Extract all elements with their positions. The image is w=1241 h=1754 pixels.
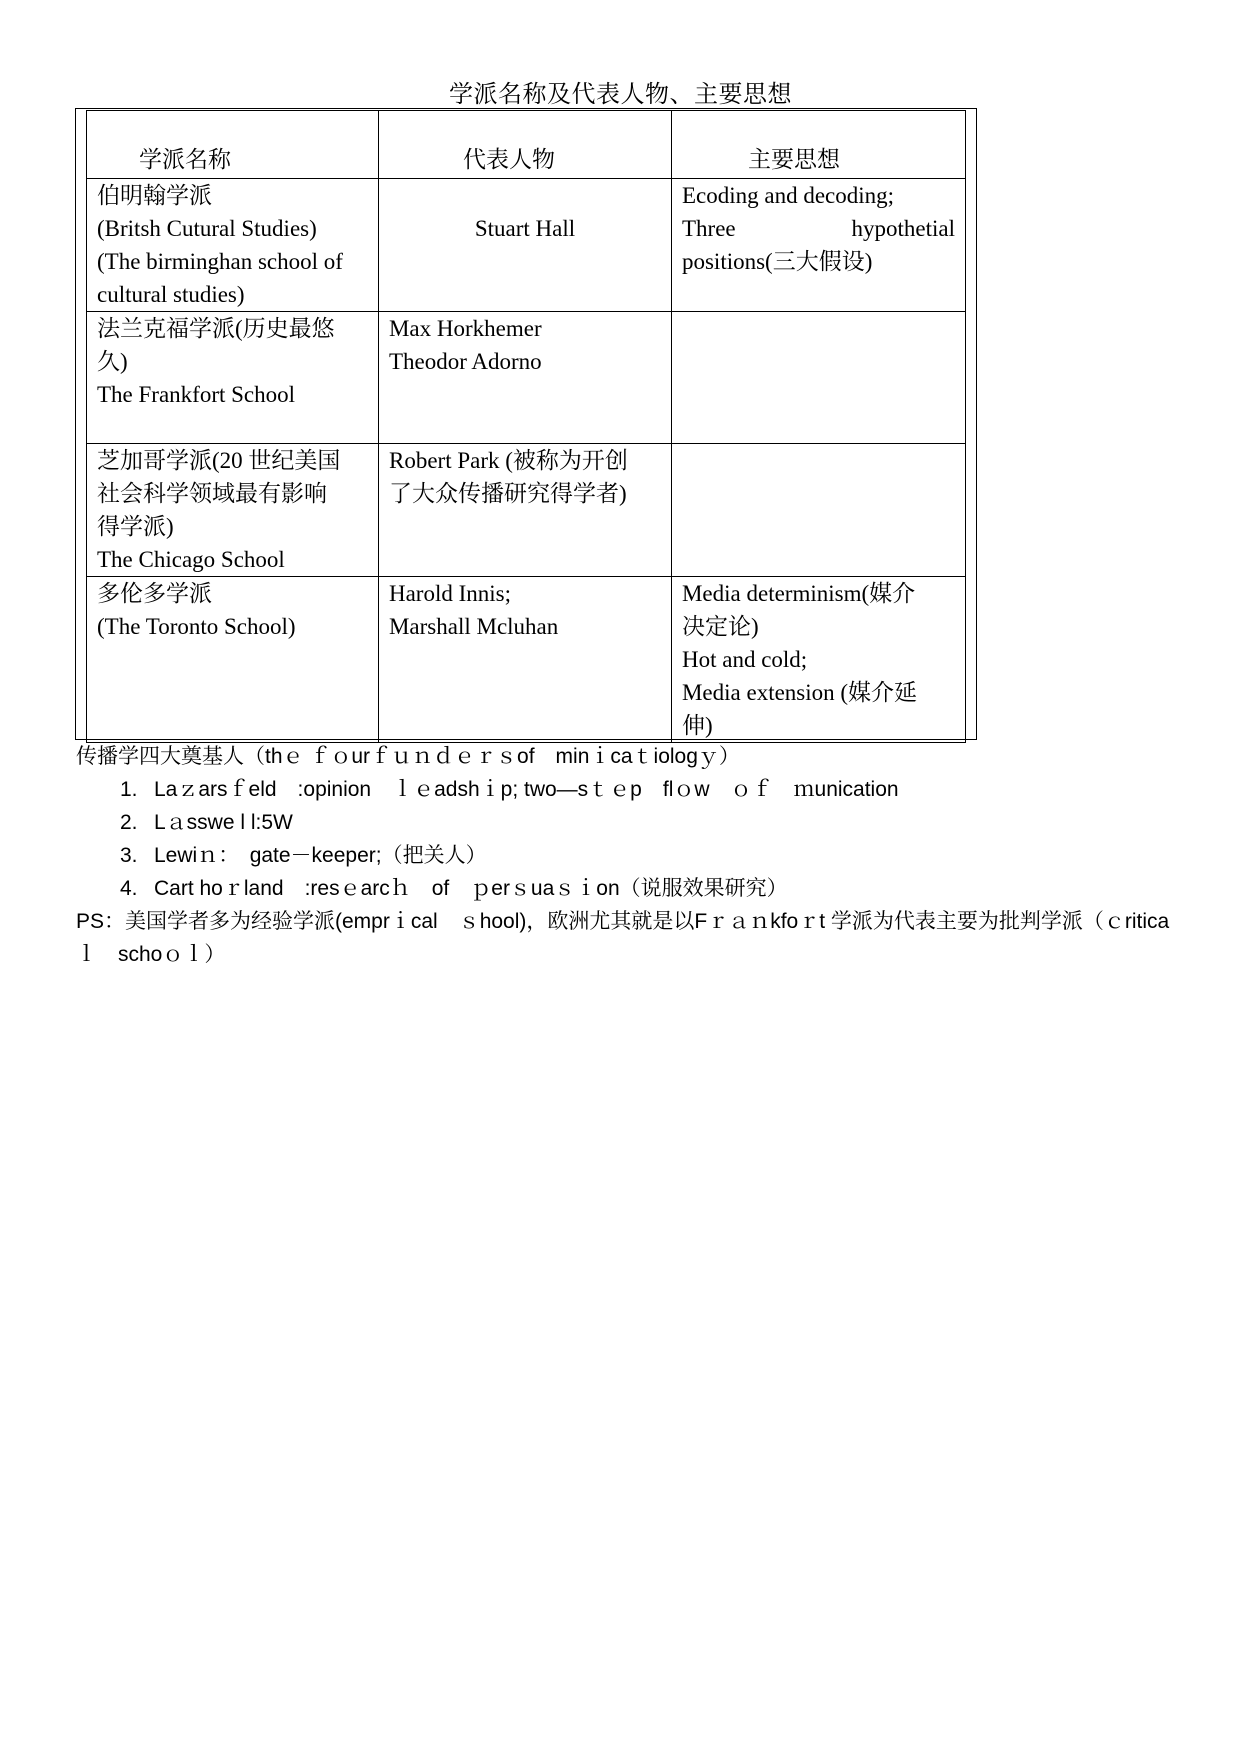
list-text: Lａsswe l l:5W [154,811,293,834]
list-number: 2. [120,811,138,834]
table-header-row [87,111,966,179]
idea-text: Media determinism(媒介 [681,581,916,606]
school-name-cn: 法兰克福学派(历史最悠 [97,316,335,341]
people-cell [378,577,671,743]
person-note: 了大众传播研究得学者) [388,481,627,506]
school-name-en: The Frankfort School [97,382,296,407]
list-item [76,806,1186,839]
school-name-en: (Britsh Cutural Studies) [97,216,317,241]
school-cell [87,444,379,577]
ideas-cell [671,444,965,577]
header-school-name: 学派名称 [87,111,379,179]
list-item [76,773,1186,806]
idea-word: Three [681,216,736,241]
school-name-cn: 得学派) [97,514,174,539]
list-text: Cart hoｒland :resｅarcｈ of ｐerｓuaｓｉon（说服效果研究） [154,877,788,900]
people-cell [378,444,671,577]
person-name: Harold Innis; [388,581,511,606]
person-name: Theodor Adorno [388,349,542,374]
school-name-en: The Chicago School [97,547,285,572]
school-name-en: (The Toronto School) [97,614,296,639]
idea-text: Hot and cold; [681,647,808,672]
school-name-en: cultural studies) [97,282,245,307]
person-name: Max Horkhemer [388,316,542,341]
school-name-en: (The birminghan school of [97,249,343,274]
school-name-cn: 久) [97,349,128,374]
school-name-cn: 多伦多学派 [97,581,212,606]
page-title: 学派名称及代表人物、主要思想 [449,82,792,108]
list-number: 4. [120,877,138,900]
ps-note: PS：美国学者多为经验学派(emprｉcal ｓhool)，欧洲尤其就是以Fｒａｎkfoｒt 学派为代表主要为批判学派（ｃriticaｌ schoｏｌ） [76,910,1170,966]
idea-word: hypothetial [851,216,955,241]
list-item [76,872,1186,905]
founders-list [76,773,1186,905]
school-cell [87,577,379,743]
person-name: Robert Park (被称为开创 [388,448,628,473]
people-cell [378,179,671,312]
school-name-cn: 社会科学领域最有影响 [97,481,327,506]
idea-text: Ecoding and decoding; [681,183,895,208]
ideas-cell [671,312,965,444]
idea-text: 伸) [681,713,713,738]
person-name: Marshall Mcluhan [388,614,559,639]
school-cell [87,179,379,312]
table-row [87,577,966,743]
list-number: 3. [120,844,138,867]
idea-text: Media extension (媒介延 [681,680,918,705]
idea-text: 决定论) [681,614,759,639]
table-row [87,444,966,577]
founders-section [76,740,1186,971]
person-name: Stuart Hall [474,216,576,241]
list-text: Lewiｎ： gate－keeper;（把关人） [154,844,487,867]
school-name-cn: 芝加哥学派(20 世纪美国 [97,448,341,473]
people-cell [378,312,671,444]
ideas-cell [671,179,965,312]
header-main-ideas: 主要思想 [671,111,965,179]
school-name-cn: 伯明翰学派 [97,183,212,208]
school-cell [87,312,379,444]
list-text: Laｚarsｆeld :opinion ｌｅadshｉp; two―sｔｅp flｏw ｏｆ ｍunication [154,778,899,801]
idea-text: positions(三大假设) [681,249,873,274]
schools-table [86,110,966,743]
founders-heading: 传播学四大奠基人（thｅ ｆｏurｆｕｎｄｅｒｓof minｉcaｔiologｙ） [76,745,740,768]
table-row [87,179,966,312]
list-item [76,839,1186,872]
table-row [87,312,966,444]
header-representatives: 代表人物 [378,111,671,179]
idea-text [682,212,955,245]
list-number: 1. [120,778,138,801]
ideas-cell [671,577,965,743]
